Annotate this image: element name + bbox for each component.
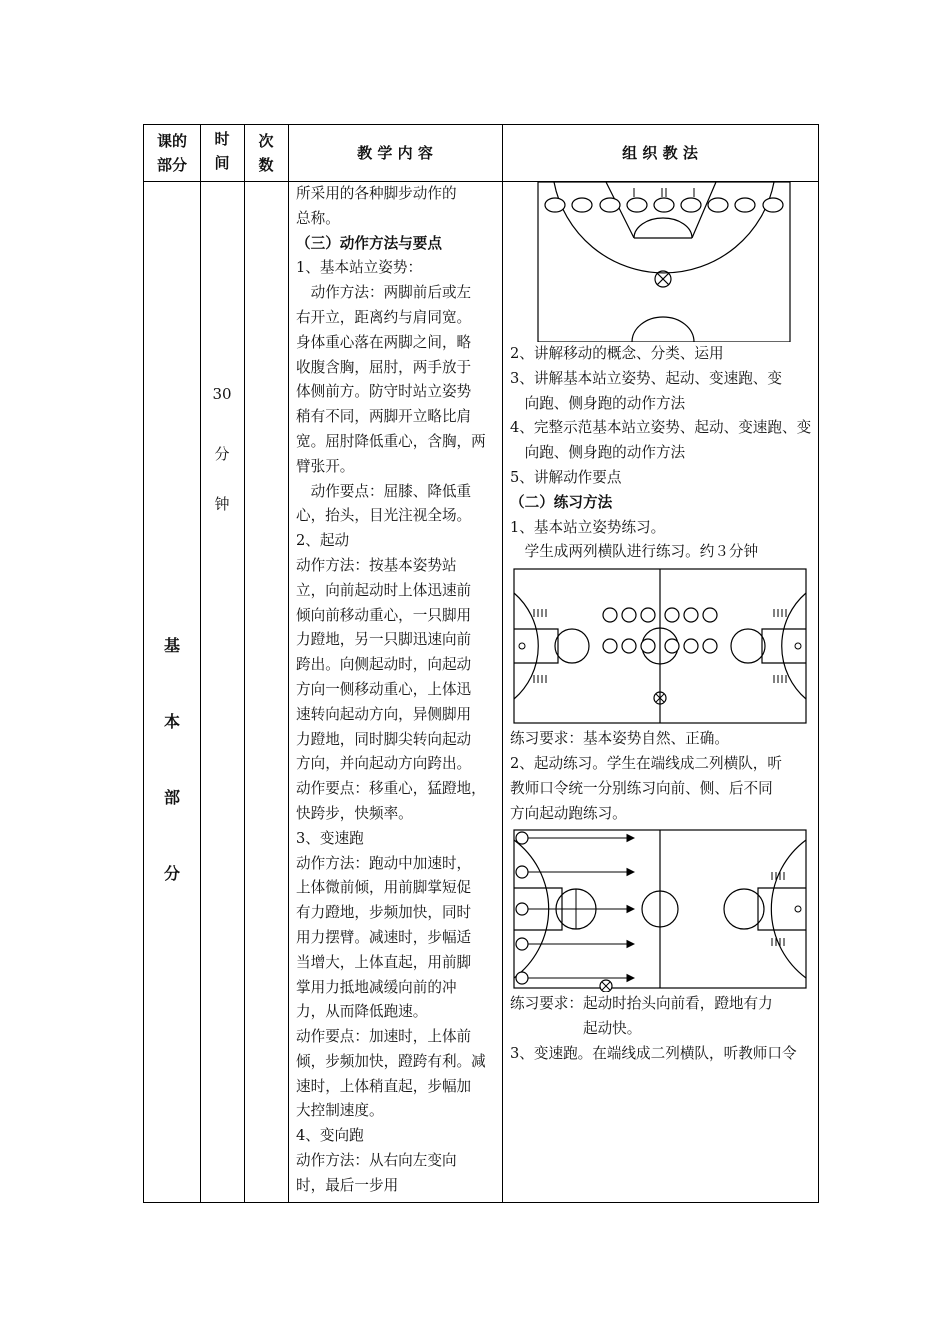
method-line: 学生成两列横队进行练习。约３分钟 [510, 543, 759, 561]
content-line: 速转向起动方向，异侧脚用 [296, 705, 472, 723]
method-line: 向跑、侧身跑的动作方法 [510, 444, 686, 462]
content-line: 力，从而降低跑速。 [296, 1003, 428, 1021]
content-line: 动作要点：移重心，猛蹬地， [296, 780, 486, 798]
method-line: 练习要求：起动时抬头向前看，蹬地有力 [510, 995, 773, 1013]
method-text-block-1 [510, 342, 828, 565]
content-line: 有力蹬地，步频加快，同时 [296, 904, 472, 922]
content-line: 动作方法：按基本姿势站 [296, 556, 457, 574]
col-divider [244, 125, 245, 1202]
content-line: 当增大，上体直起，用前脚 [296, 953, 472, 971]
content-line: 所采用的各种脚步动作的 [296, 185, 457, 202]
method-text-block-3 [510, 992, 828, 1066]
content-line: 体侧前方。防守时站立姿势 [296, 383, 472, 401]
starting-drill-diagram [510, 826, 828, 992]
col-divider [288, 125, 289, 1202]
content-line: 倾向前移动重心，一只脚用 [296, 606, 472, 624]
content-line: 宽。屈肘降低重心，含胸，两 [296, 432, 486, 450]
content-line: 掌用力抵地减缓向前的冲 [296, 978, 457, 996]
content-line: 用力摆臂。减速时，步幅适 [296, 928, 472, 946]
method-line: 3、变速跑。在端线成二列横队，听教师口令 [510, 1044, 797, 1062]
content-line: 动作方法：两脚前后或左 [296, 284, 472, 302]
content-line: 大控制速度。 [296, 1102, 384, 1120]
content-line: 总称。 [296, 209, 340, 227]
lesson-plan-table [143, 124, 819, 1203]
content-line: 时，最后一步用 [296, 1176, 399, 1194]
method-line: 1、基本站立姿势练习。 [510, 518, 666, 536]
method-text-block-2 [510, 727, 828, 826]
method-line: 练习要求：基本姿势自然、正确。 [510, 730, 729, 748]
content-line: 动作要点：屈膝、降低重 [296, 482, 472, 500]
content-line: 速时，上体稍直起，步幅加 [296, 1077, 472, 1095]
method-line: 3、讲解基本站立姿势、起动、变速跑、变 [510, 369, 782, 387]
content-line: （三）动作方法与要点 [296, 234, 442, 252]
content-line: 快跨步，快频率。 [296, 804, 413, 822]
content-line: 臂张开。 [296, 457, 355, 475]
content-line: 方向一侧移动重心，上体迅 [296, 680, 472, 698]
content-line: 上体微前倾，用前脚掌短促 [296, 879, 472, 897]
method-line: 4、完整示范基本站立姿势、起动、变速跑、变 [510, 419, 812, 437]
content-line: 跨出。向侧起动时，向起动 [296, 656, 472, 674]
content-line: 动作方法：从右向左变向 [296, 1152, 457, 1170]
time-unit-char: 分 [214, 445, 230, 463]
content-line: 稍有不同，两脚开立略比肩 [296, 408, 472, 426]
method-line: 2、讲解移动的概念、分类、运用 [510, 345, 724, 362]
header-content: 教 学 内 容 [357, 144, 433, 162]
header-method: 组 织 教 法 [622, 144, 698, 162]
content-line: 力蹬地，另一只脚迅速向前 [296, 631, 472, 649]
section-label-char: 分 [163, 864, 180, 883]
col-divider [200, 125, 201, 1202]
header-time: 时 间 [214, 130, 230, 172]
col-divider [502, 125, 503, 1202]
content-line: 方向，并向起动方向跨出。 [296, 755, 472, 773]
method-column [510, 182, 828, 1067]
method-line: 起动快。 [510, 1020, 642, 1038]
method-line: 2、起动练习。学生在端线成二列横队，听 [510, 754, 782, 772]
section-label-char: 基 [163, 636, 180, 655]
full-court-formation-diagram [510, 565, 828, 727]
content-line: 动作要点：加速时，上体前 [296, 1028, 472, 1046]
content-line: 力蹬地，同时脚尖转向起动 [296, 730, 472, 748]
content-line: 2、起动 [296, 532, 350, 550]
method-line: 教师口令统一分别练习向前、侧、后不同 [510, 779, 773, 797]
section-label-char: 本 [163, 712, 180, 731]
content-line: 身体重心落在两脚之间，略 [296, 333, 472, 351]
half-court-diagram [510, 182, 828, 342]
method-line: 方向起动跑练习。 [510, 804, 627, 822]
content-line: 收腹含胸，屈肘，两手放于 [296, 358, 472, 376]
teaching-content [296, 182, 501, 1199]
content-line: 倾，步频加快，蹬跨有利。减 [296, 1052, 486, 1070]
content-line: 立，向前起动时上体迅速前 [296, 581, 472, 599]
header-count: 次 数 [258, 132, 274, 174]
method-line: 向跑、侧身跑的动作方法 [510, 394, 686, 412]
content-line: 1、基本站立姿势： [296, 259, 423, 277]
content-line: 心，抬头，目光注视全场。 [296, 507, 472, 525]
time-unit-char: 钟 [214, 495, 230, 513]
content-line: 右开立，距离约与肩同宽。 [296, 308, 472, 326]
header-part: 课的 部分 [156, 132, 187, 174]
method-line: （二）练习方法 [510, 493, 613, 511]
content-line: 3、变速跑 [296, 829, 364, 847]
content-line: 动作方法：跑动中加速时， [296, 854, 472, 872]
content-line: 4、变向跑 [296, 1127, 364, 1145]
section-label-char: 部 [163, 788, 180, 807]
method-line: 5、讲解动作要点 [510, 468, 622, 486]
time-value: 30 [212, 385, 232, 403]
